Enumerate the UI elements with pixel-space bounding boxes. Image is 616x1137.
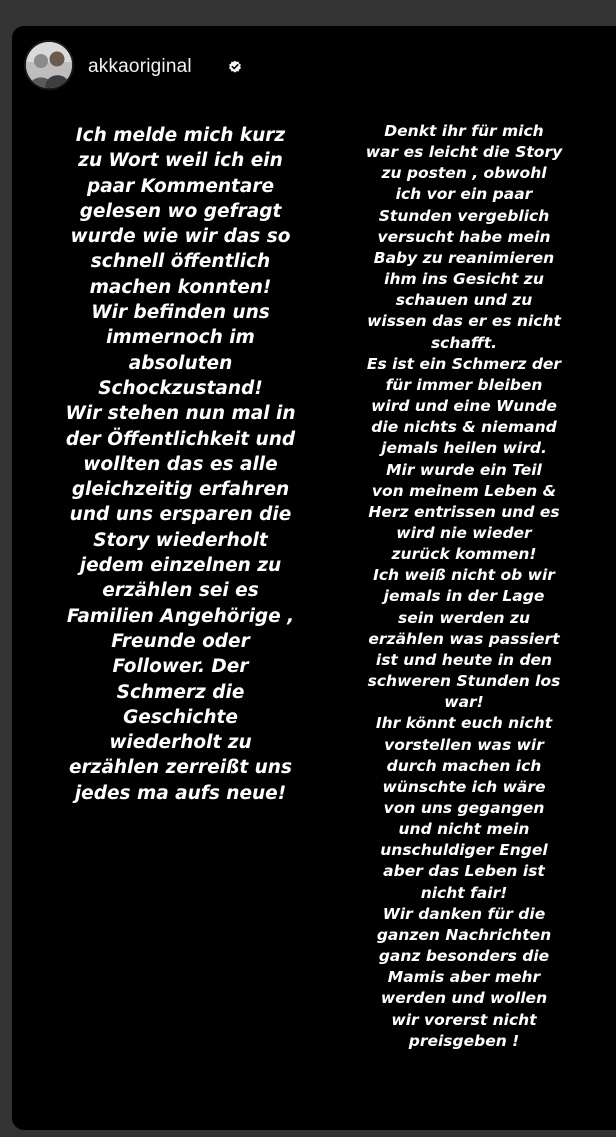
story-text-line: gleichzeitig erfahren (71, 479, 290, 501)
story-text-line: nicht fair! (420, 883, 508, 902)
story-text-line: versucht habe mein (377, 227, 551, 246)
story-text-line: gelesen wo gefragt (79, 200, 282, 222)
story-text-line: und nicht mein (398, 820, 530, 839)
story-text-line: Mir wurde ein Teil (386, 460, 542, 479)
story-text-line: schweren Stunden los (367, 672, 561, 691)
story-text-line: wiederholt zu (109, 732, 252, 754)
story-text-line: Herz entrissen und es (368, 502, 560, 521)
story-text-line: jemals heilen wird. (381, 439, 547, 458)
story-text-line: Wir stehen nun mal in (65, 403, 296, 425)
story-text-line: werden und wollen (380, 989, 548, 1008)
story-text-line: machen konnten! (89, 276, 272, 298)
story-text-line: ist und heute in den (375, 650, 553, 669)
story-text-line: Stunden vergeblich (378, 206, 550, 225)
story-text-line: paar Kommentare (86, 175, 275, 197)
avatar[interactable] (26, 42, 72, 88)
story-text-line: zu Wort weil ich ein (78, 150, 283, 172)
story-text-line: jedem einzelnen zu (79, 555, 282, 577)
story-text-line: der Öffentlichkeit und (65, 428, 296, 450)
story-text-line: Ich weiß nicht ob wir (373, 566, 555, 585)
story-text-line: Baby zu reanimieren (373, 248, 555, 267)
story-text-line: ihm ins Gesicht zu (384, 270, 544, 289)
story-text-line: Ich melde mich kurz (75, 125, 286, 146)
story-text-line: aber das Leben ist (383, 862, 545, 881)
story-text-line: unschuldiger Engel (380, 841, 548, 860)
story-text-line: jemals in der Lage (383, 587, 545, 606)
story-text-line: wissen das er es nicht (367, 312, 561, 331)
story-text-line: erzählen sei es (102, 580, 259, 602)
story-text-line: jedes ma aufs neue! (74, 782, 287, 804)
story-text-line: schafft. (430, 333, 498, 352)
story-text-line: erzählen was passiert (368, 629, 560, 648)
story-text-line: war! (444, 693, 484, 712)
story-text-line: preisgeben ! (408, 1031, 520, 1050)
story-text-line: wird nie wieder (396, 523, 532, 542)
story-text-line: Freunde oder (111, 630, 250, 652)
story-text-line: zu posten , obwohl (381, 164, 547, 183)
story-text-line: Denkt ihr für mich (384, 122, 544, 140)
story-text-line: wünschte ich wäre (382, 777, 546, 796)
story-text-left (39, 123, 322, 806)
story-text-line: Schmerz die (116, 681, 245, 703)
story-text-line: Mamis aber mehr (387, 968, 541, 987)
story-text-line: sein werden zu (397, 608, 531, 627)
story-text-line: die nichts & niemand (371, 418, 557, 437)
story-text-line: für immer bleiben (385, 375, 543, 394)
story-text-line: von uns gegangen (383, 799, 545, 817)
story-text-line: ganzen Nachrichten (376, 925, 552, 944)
story-text-line: durch machen ich (386, 756, 542, 775)
story-text-line: Wir danken für die (382, 904, 546, 923)
story-text-line: war es leicht die Story (365, 143, 563, 162)
story-text-line: Es ist ein Schmerz der (366, 354, 562, 373)
story-text-line: absoluten (128, 352, 233, 374)
avatar-photo-icon (26, 42, 72, 88)
username[interactable]: akkaoriginal (88, 56, 192, 77)
story-text-line: schauen und zu (395, 291, 533, 310)
story-text-line: und uns ersparen die (69, 504, 292, 526)
story-text-line: wird und eine Wunde (371, 397, 557, 416)
story-text-line: erzählen zerreißt uns (69, 757, 292, 779)
verified-badge-icon (228, 60, 242, 74)
story-text-line: immernoch im (106, 327, 255, 349)
story-text-line: Schockzustand! (98, 377, 263, 399)
story-text-line: ich vor ein paar (395, 185, 533, 204)
story-text-line: zurück kommen! (391, 545, 537, 564)
story-text-line: Wir befinden uns (91, 302, 270, 324)
story-text-line: von meinem Leben & (371, 481, 557, 500)
story-text-line: wollten das es alle (83, 453, 278, 475)
story-text-line: Ihr könnt euch nicht (375, 714, 553, 733)
story-card (12, 26, 616, 1130)
story-text-line: schnell öffentlich (90, 251, 271, 273)
story-text-line: Story wiederholt (93, 529, 268, 551)
story-text-line: Geschichte (123, 706, 238, 728)
story-text-right (345, 121, 583, 1052)
story-text-line: vorstellen was wir (384, 735, 544, 754)
story-text-line: wir vorerst nicht (391, 1010, 537, 1029)
story-text-line: Follower. Der (112, 656, 249, 678)
story-text-line: Familien Angehörige , (66, 605, 295, 627)
story-text-line: ganz besonders die (378, 947, 550, 966)
story-text-line: wurde wie wir das so (70, 226, 291, 248)
